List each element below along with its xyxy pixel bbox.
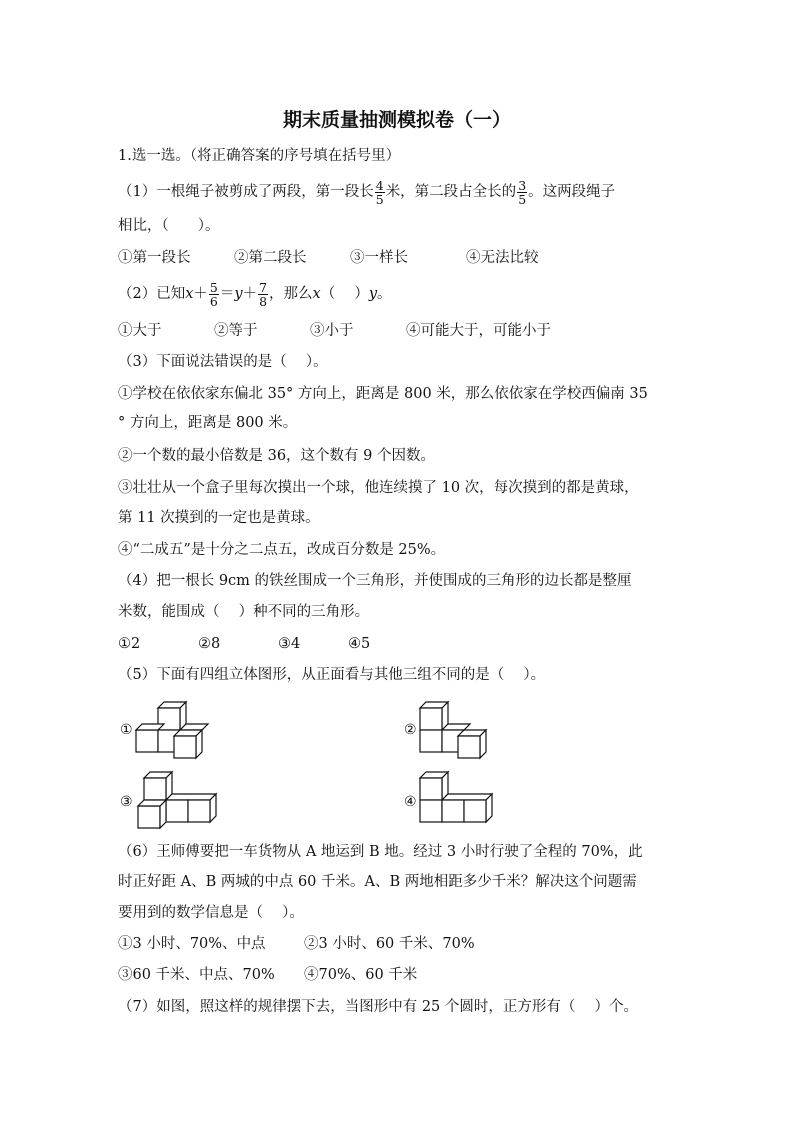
section-heading: 1.选一选。（将正确答案的序号填在括号里）: [118, 148, 401, 164]
page-title: 期末质量抽测模拟卷（一）: [282, 109, 511, 131]
question-3-option-3: ③壮壮从一个盒子里每次摸出一个球，他连续摸了 10 次，每次摸到的都是黄球，: [118, 480, 639, 496]
cube: [138, 806, 160, 828]
question-3-option-2: ②一个数的最小倍数是 36，这个数有 9 个因数。: [118, 448, 436, 464]
option: ②3 小时、60 千米、70%: [304, 936, 475, 952]
option: ③小于: [310, 323, 354, 339]
question-3-option-3-cont: 第 11 次摸到的一定也是黄球。: [118, 510, 320, 526]
cube: [420, 730, 442, 752]
question-3-stem: （3）下面说法错误的是（ ）。: [118, 354, 328, 370]
option: ④5: [348, 636, 371, 652]
option: ②8: [198, 636, 221, 652]
option: ③4: [278, 636, 301, 652]
question-3-option-4: ④“二成五”是十分之二点五，改成百分数是 25%。: [118, 542, 446, 558]
cube-figure-3: [118, 770, 238, 832]
cube: [174, 736, 196, 758]
option: ④70%、60 千米: [304, 967, 418, 983]
question-4-line-1: （4）把一根长 9cm 的铁丝围成一个三角形，并使围成的三角形的边长都是整厘: [118, 573, 632, 589]
question-7-line-1: （7）如图，照这样的规律摆下去，当图形中有 25 个圆时，正方形有（ ）个。: [118, 999, 639, 1015]
option: ①2: [118, 636, 141, 652]
cube: [144, 778, 166, 800]
cube: [442, 800, 464, 822]
option: ④可能大于，可能小于: [406, 323, 551, 339]
question-5-stem: （5）下面有四组立体图形，从正面看与其他三组不同的是（ ）。: [118, 667, 546, 683]
option: ②第二段长: [234, 250, 307, 266]
option: ④无法比较: [466, 250, 539, 266]
question-6-options-row-2: [118, 965, 417, 985]
cube: [464, 800, 486, 822]
option: ③60 千米、中点、70%: [118, 967, 275, 983]
fraction-3-5: $\frac{3}{5}$: [518, 177, 527, 207]
figure-label: ②: [404, 722, 417, 738]
figure-label: ③: [120, 794, 133, 810]
question-6-line-2: 时正好距 A、B 两城的中点 60 千米。A、B 两地相距多少千米？解决这个问题需: [118, 874, 637, 890]
fraction-4-5: $\frac{4}{5}$: [375, 177, 384, 207]
option: ③一样长: [350, 250, 408, 266]
cube: [166, 800, 188, 822]
question-1-line-1: （1）一根绳子被剪成了两段，第一段长 $\frac{4}{5}$ 米，第二段占全长的 $\frac{3}{5}$ 。这两段绳子: [118, 177, 616, 207]
figure-label: ①: [120, 722, 133, 738]
question-6-line-1: （6）王师傅要把一车货物从 A 地运到 B 地。经过 3 小时行驶了全程的 70%，此: [118, 844, 643, 860]
option: ①大于: [118, 323, 162, 339]
cube: [188, 800, 210, 822]
cube: [442, 794, 492, 800]
option: ②等于: [214, 323, 258, 339]
cube-figure-1: [118, 696, 238, 758]
question-6-line-3: 要用到的数学信息是（ ）。: [118, 905, 304, 921]
cube: [420, 708, 442, 730]
question-3-option-1-cont: ° 方向上，距离是 800 米。: [118, 415, 298, 431]
question-2-stem: （2）已知 x ＋ $\frac{5}{6}$ ＝ y ＋ $\frac{7}{8}$ ，那么 x （ ） y 。: [118, 279, 392, 309]
cube: [136, 730, 158, 752]
question-6-options-row-1: [118, 934, 475, 954]
question-4-line-2: 米数，能围成（ ）种不同的三角形。: [118, 604, 370, 620]
option: ①第一段长: [118, 250, 191, 266]
cube-figure-2: [402, 696, 522, 758]
cube: [458, 736, 480, 758]
figure-label: ④: [404, 794, 417, 810]
question-1-line-2: 相比，（ ）。: [118, 218, 220, 234]
cube: [420, 800, 442, 822]
option: ①3 小时、70%、中点: [118, 936, 266, 952]
fraction-5-6: $\frac{5}{6}$: [209, 279, 218, 309]
question-4-options: [118, 634, 370, 654]
question-3-option-1: ①学校在依依家东偏北 35° 方向上，距离是 800 米，那么依依家在学校西偏南 35: [118, 386, 648, 402]
cube: [166, 794, 216, 800]
question-1-options: [118, 248, 539, 268]
question-2-options: [118, 321, 551, 341]
cube: [420, 778, 442, 800]
fraction-7-8: $\frac{7}{8}$: [259, 279, 268, 309]
cube-figure-4: [402, 770, 522, 832]
